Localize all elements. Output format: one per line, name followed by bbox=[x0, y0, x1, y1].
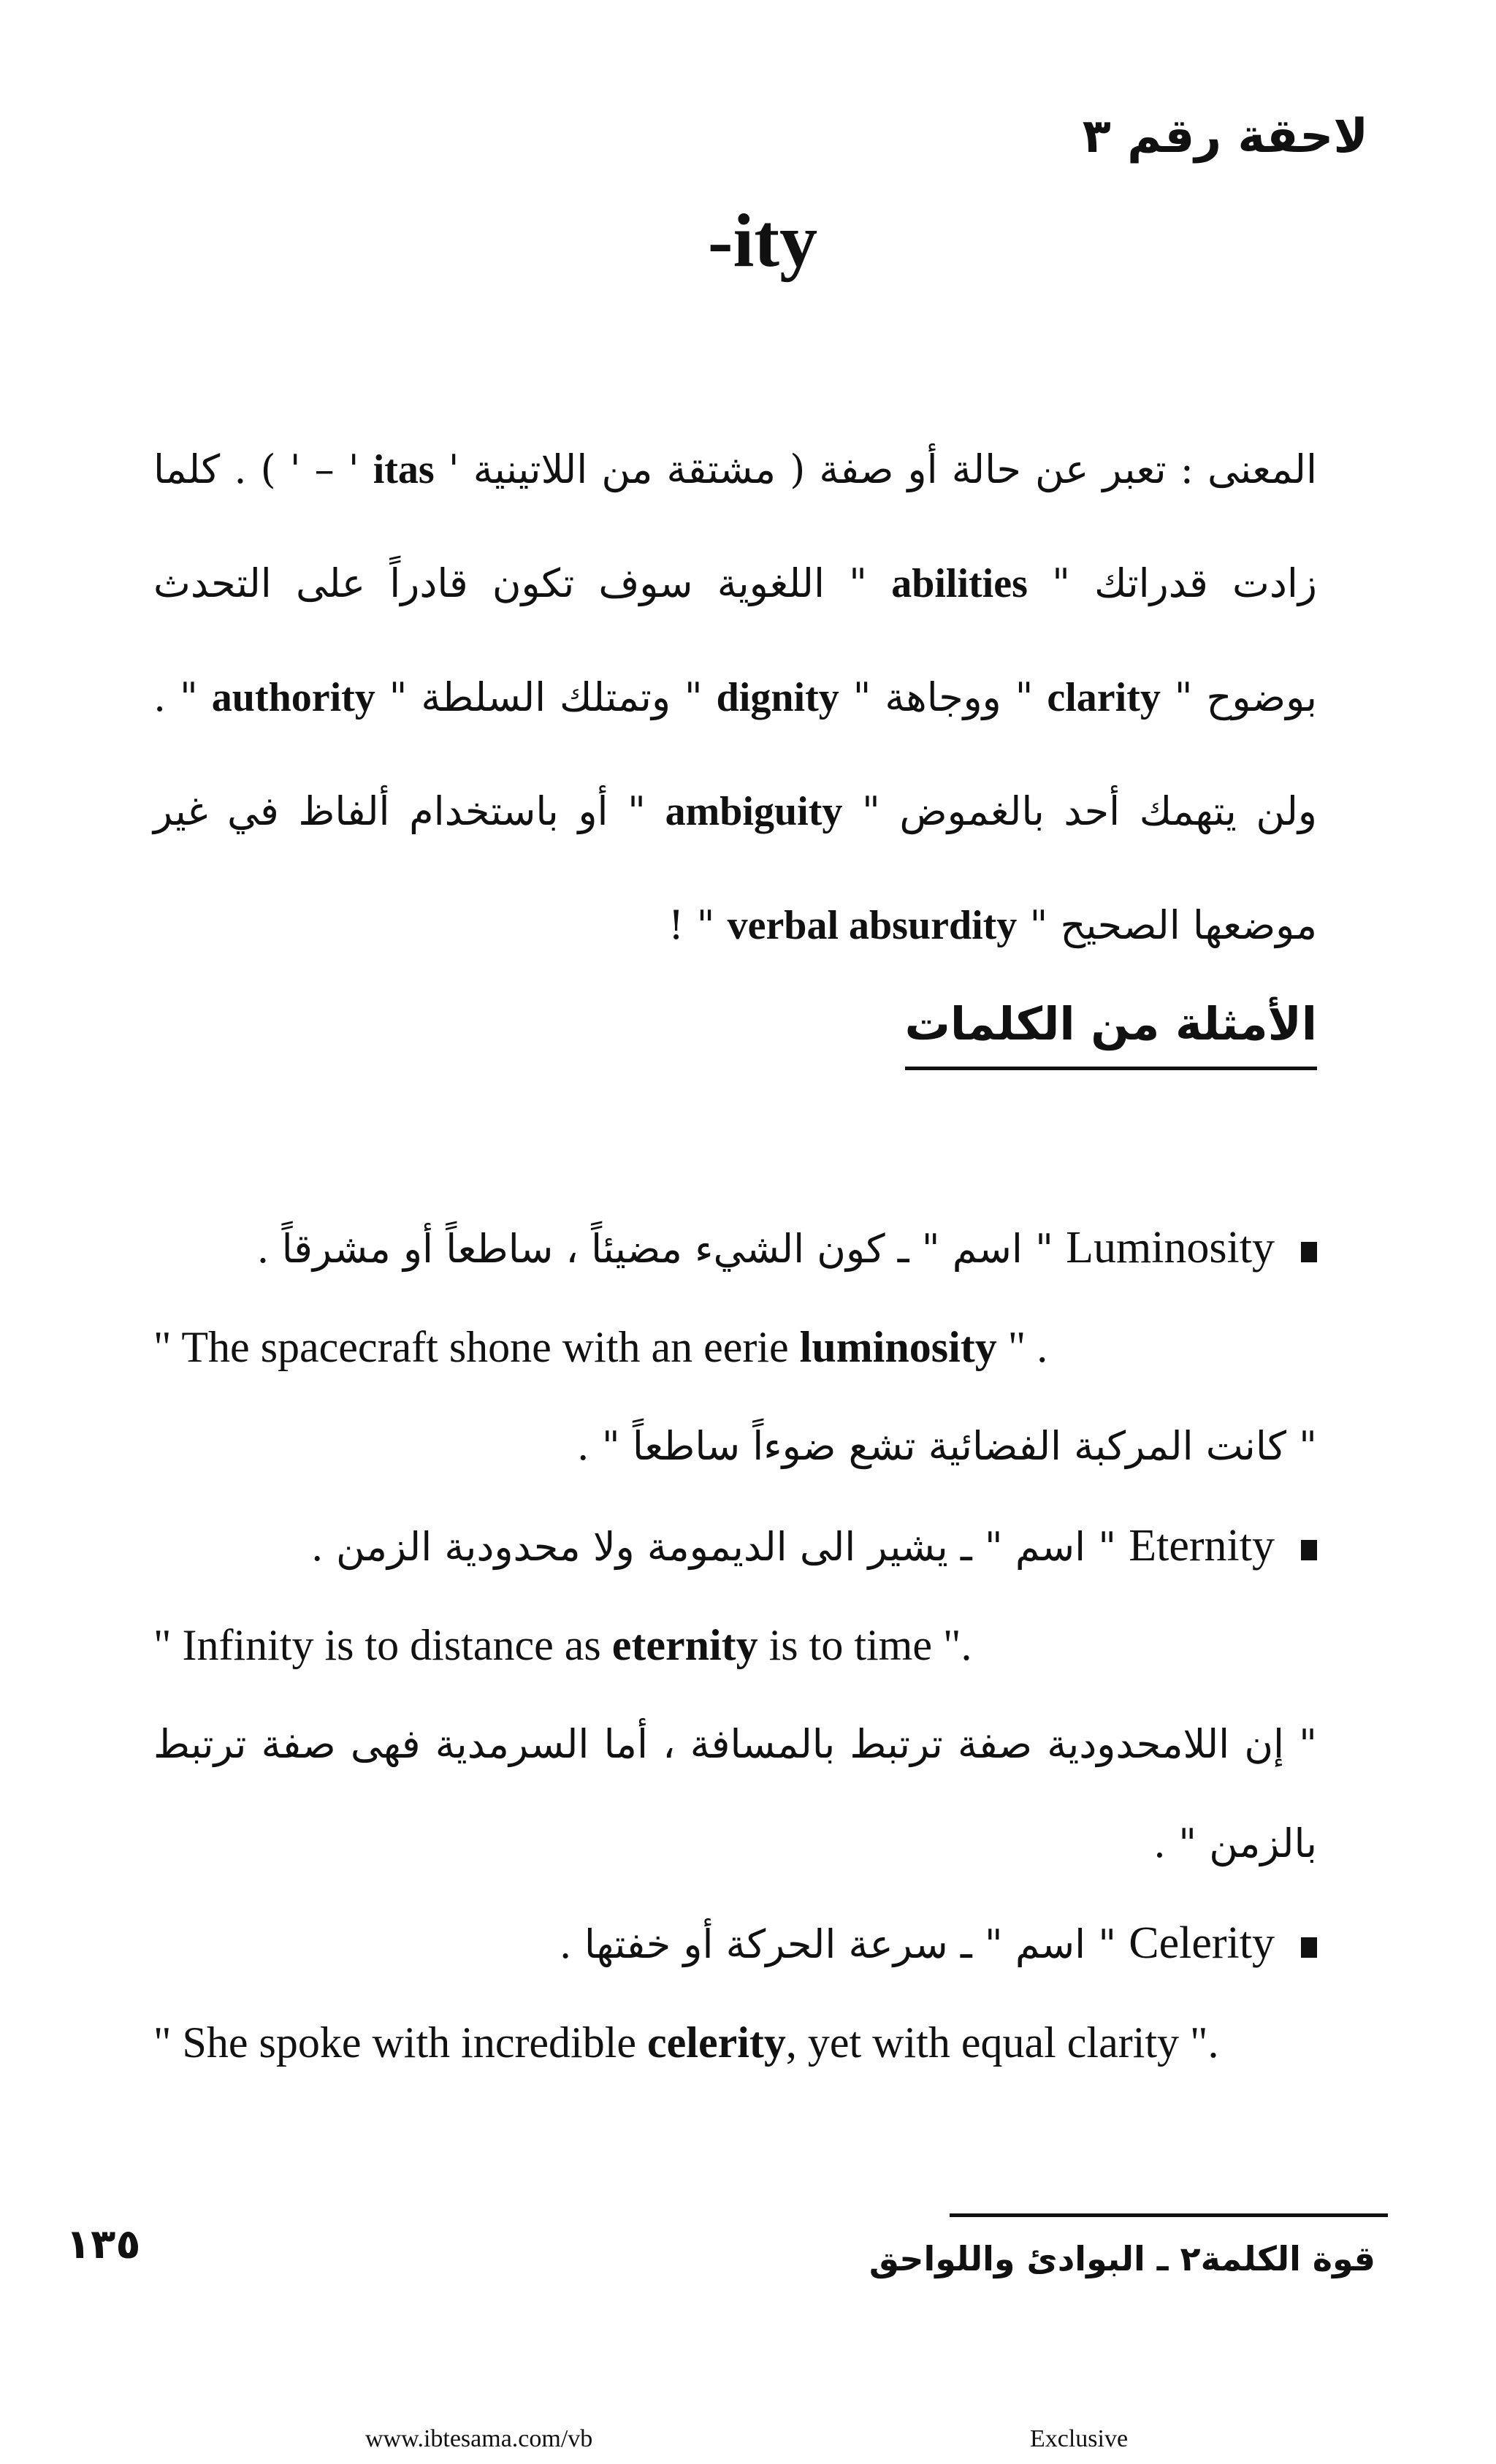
intro-paragraph bbox=[153, 413, 1317, 983]
intro-text: " ووجاهة " bbox=[852, 674, 1034, 720]
example-sentence: " Infinity is to distance as eternity is to time ". bbox=[153, 1621, 972, 1669]
example-highlight: celerity bbox=[647, 2018, 786, 2067]
example-highlight: eternity bbox=[611, 1621, 758, 1669]
example-term-line bbox=[153, 1198, 1317, 1297]
term-dignity: dignity bbox=[716, 675, 839, 720]
examples-heading: الأمثلة من الكلمات bbox=[905, 997, 1317, 1070]
book-title: قوة الكلمة٢ ـ البوادئ واللواحق bbox=[869, 2239, 1375, 2278]
example-translation: " كانت المركبة الفضائية تشع ضوءاً ساطعاً " . bbox=[576, 1423, 1317, 1469]
example-definition: " اسم " ـ سرعة الحركة أو خفتها . bbox=[559, 1921, 1117, 1967]
example-item bbox=[153, 1198, 1317, 1496]
square-bullet-icon bbox=[1301, 1242, 1317, 1262]
footer-divider bbox=[950, 2213, 1388, 2217]
example-word: Luminosity bbox=[1066, 1223, 1275, 1273]
intro-text: ' – ' ) . كلما زادت قدراتك " bbox=[153, 446, 1317, 606]
example-translation: " إن اللامحدودية صفة ترتبط بالمسافة ، أما السرمدية فهى صفة ترتبط بالزمن " . bbox=[153, 1721, 1317, 1866]
example-sentence: " The spacecraft shone with an eerie luminosity " . bbox=[153, 1323, 1048, 1371]
example-term-line bbox=[153, 1893, 1317, 1993]
intro-text: المعنى : تعبر عن حالة أو صفة ( مشتقة من اللاتينية ' bbox=[448, 446, 1317, 492]
example-term-line bbox=[153, 1496, 1317, 1595]
example-definition: " اسم " ـ كون الشيء مضيئاً ، ساطعاً أو مشرقاً . bbox=[256, 1226, 1053, 1272]
term-abilities: abilities bbox=[891, 561, 1028, 606]
suffix-title: -ity bbox=[707, 199, 818, 283]
example-item bbox=[153, 1893, 1317, 2092]
intro-text: " ! bbox=[668, 902, 715, 948]
example-word: Eternity bbox=[1129, 1521, 1275, 1571]
intro-text: " أو باستخدام ألفاظ في غير موضعها الصحيح " bbox=[153, 788, 1317, 948]
example-highlight: luminosity bbox=[799, 1323, 997, 1371]
latin-root: itas bbox=[373, 447, 435, 492]
intro-text: " . ولن يتهمك أحد بالغموض " bbox=[153, 674, 1317, 834]
square-bullet-icon bbox=[1301, 1540, 1317, 1560]
term-ambiguity: ambiguity bbox=[665, 789, 843, 834]
suffix-number-label: لاحقة رقم ٣ bbox=[1082, 110, 1368, 164]
term-verbal-absurdity: verbal absurdity bbox=[727, 903, 1018, 948]
example-word: Celerity bbox=[1129, 1918, 1275, 1968]
square-bullet-icon bbox=[1301, 1937, 1317, 1958]
intro-text: " وتمتلك السلطة " bbox=[389, 674, 703, 720]
watermark-url: www.ibtesama.com/vb bbox=[365, 2425, 593, 2452]
term-authority: authority bbox=[211, 675, 375, 720]
examples-list bbox=[153, 1198, 1317, 2092]
term-clarity: clarity bbox=[1047, 675, 1161, 720]
example-definition: " اسم " ـ يشير الى الديمومة ولا محدودية الزمن . bbox=[310, 1524, 1117, 1570]
intro-text: " اللغوية سوف تكون قادراً على التحدث بوضوح " bbox=[153, 560, 1317, 720]
example-item bbox=[153, 1496, 1317, 1893]
example-sentence: " She spoke with incredible celerity, yet with equal clarity ". bbox=[153, 2018, 1219, 2067]
watermark-tag: Exclusive bbox=[1030, 2425, 1129, 2452]
page-number: ١٣٥ bbox=[66, 2221, 141, 2268]
